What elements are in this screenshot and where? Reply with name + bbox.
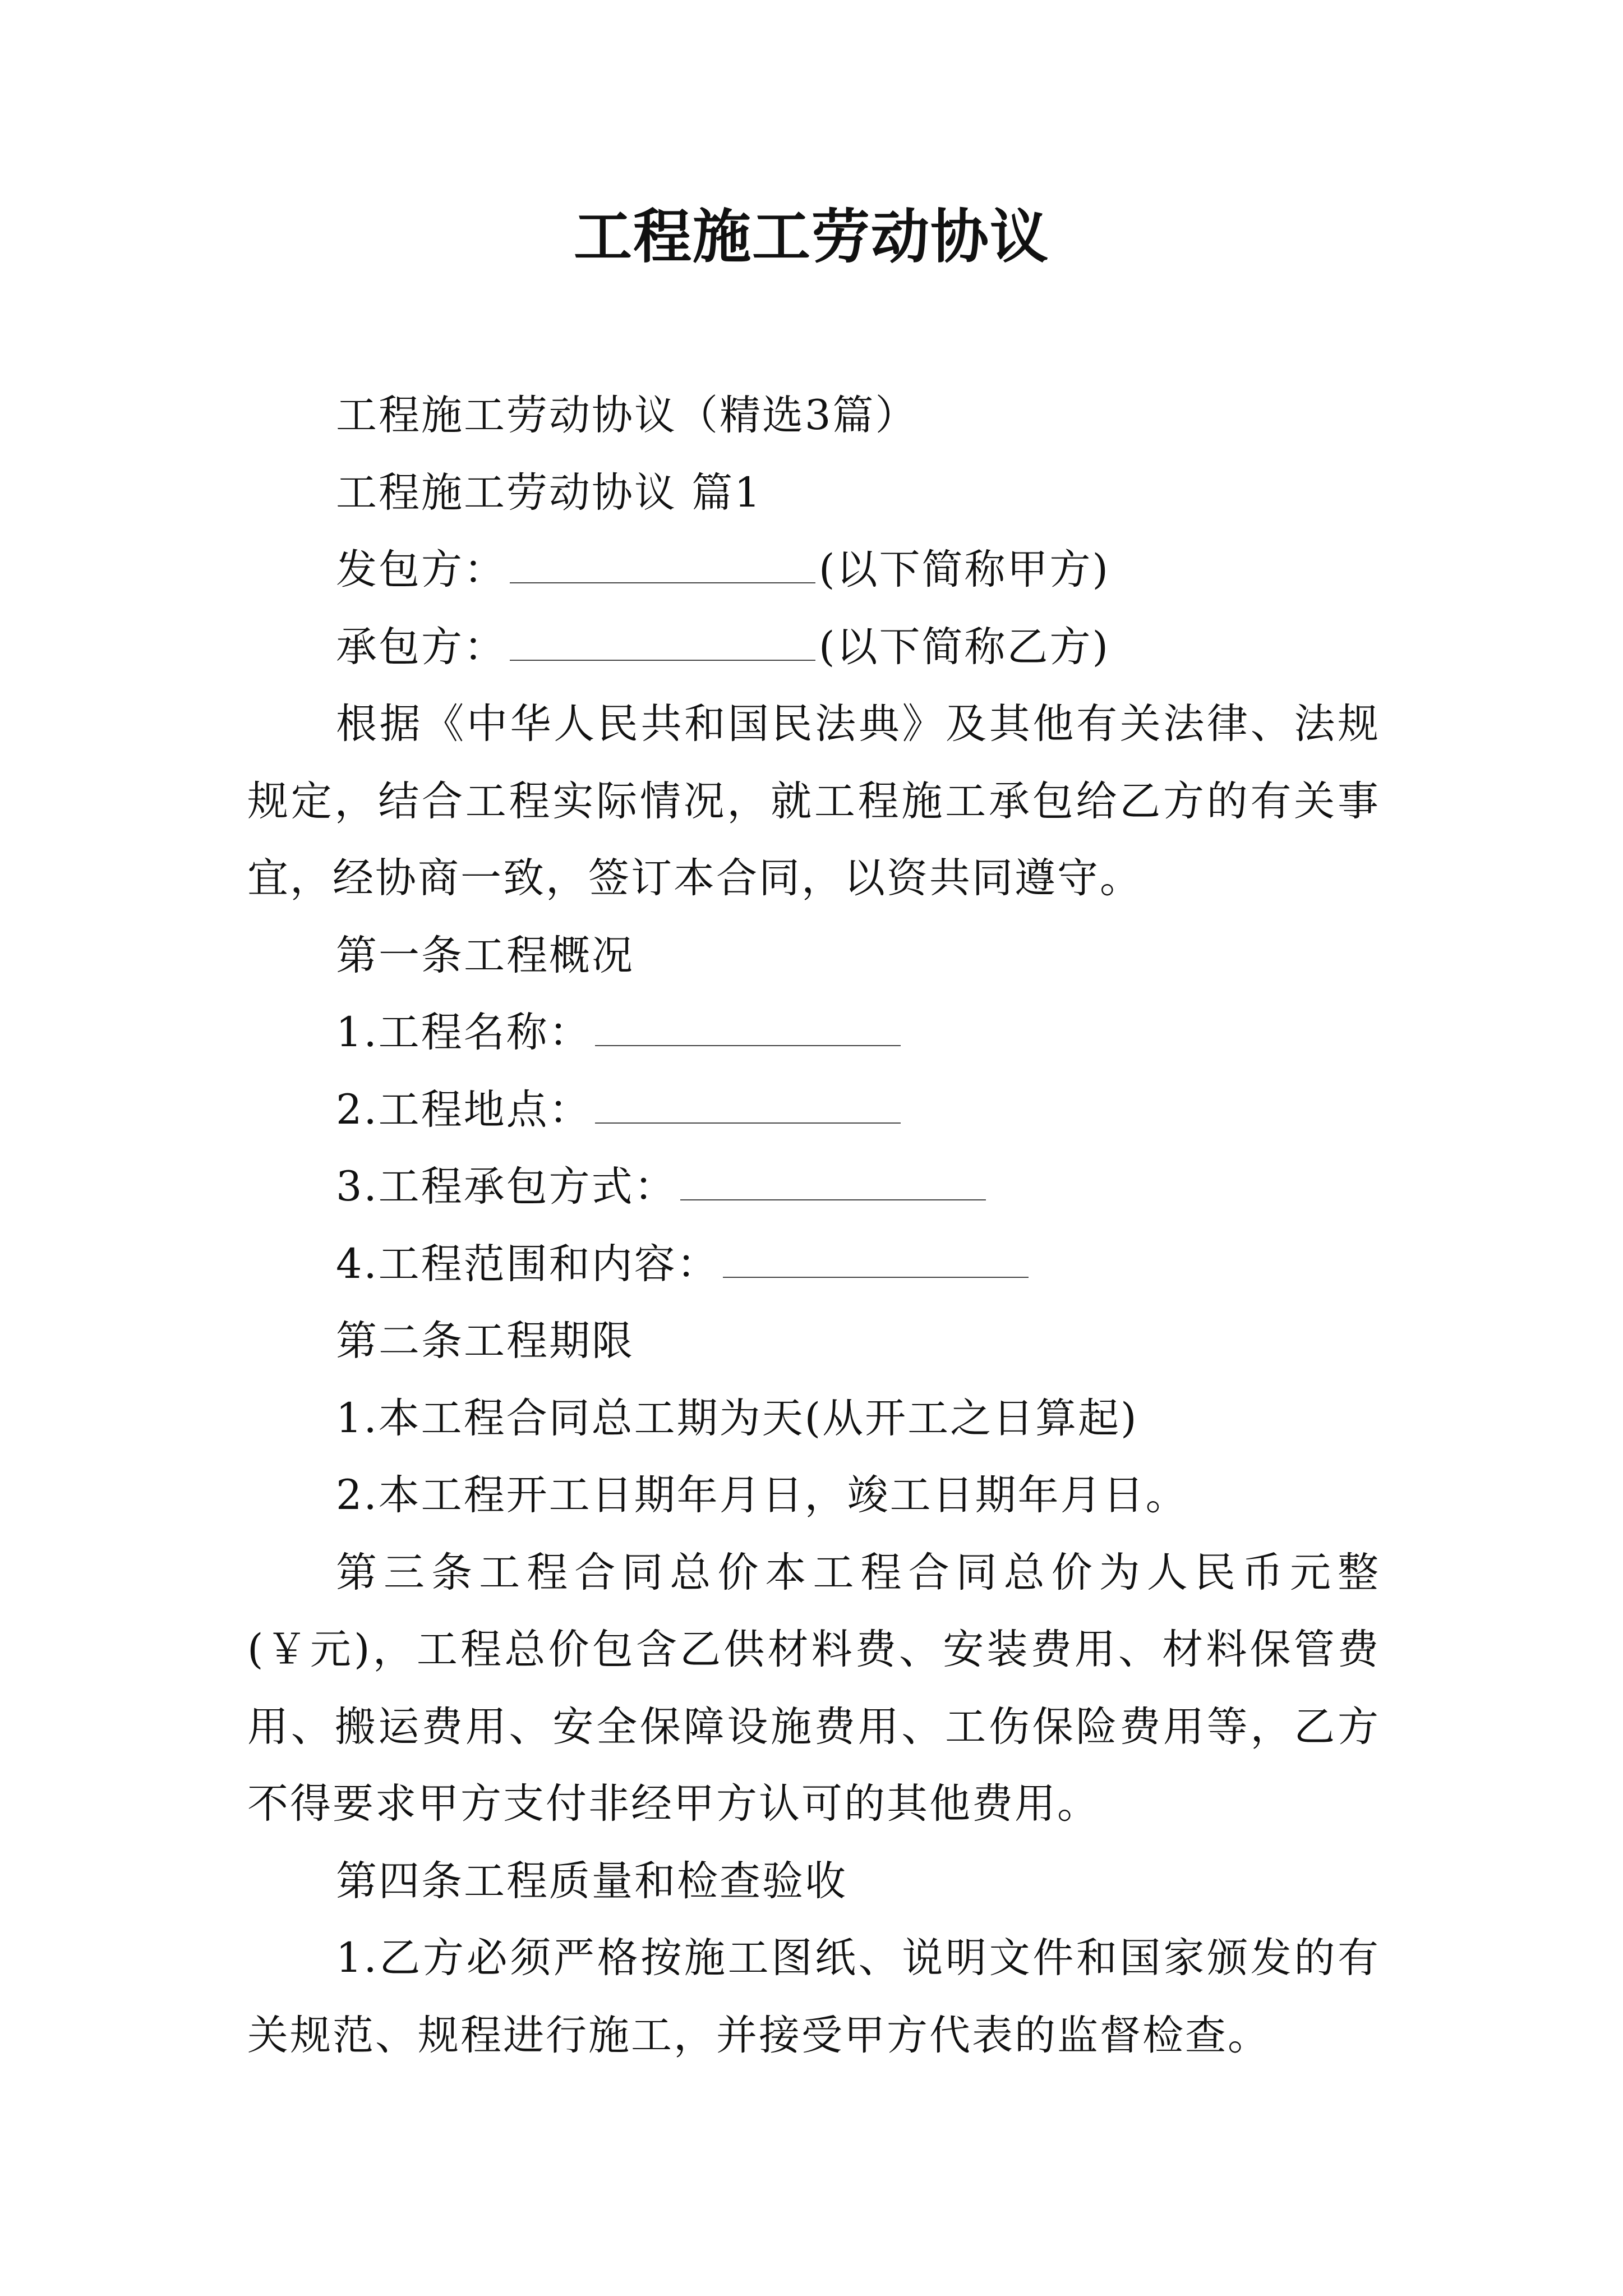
- document-subtitle: 工程施工劳动协议（精选3篇）: [336, 392, 918, 439]
- item-label: 2.工程地点：: [336, 1085, 592, 1134]
- document-body: [247, 377, 1380, 2074]
- fill-in-blank: [723, 1243, 1029, 1278]
- party-b-suffix: (以下简称乙方): [819, 623, 1110, 671]
- article4-heading: 第四条工程质量和检查验收: [336, 1857, 847, 1905]
- article1-item-2: [247, 1071, 1380, 1149]
- party-a-line: [247, 531, 1380, 609]
- article2-item-2: 2.本工程开工日期年月日，竣工日期年月日。: [336, 1471, 1188, 1519]
- article2-heading: 第二条工程期限: [336, 1317, 634, 1365]
- party-b-label: 承包方：: [336, 623, 506, 671]
- fill-in-blank: [680, 1166, 986, 1200]
- fill-in-blank: [595, 1089, 901, 1124]
- intro-paragraph: 根据《中华人民共和国民法典》及其他有关法律、法规规定，结合工程实际情况，就工程施工承包给乙方的有关事宜，经协商一致，签订本合同，以资共同遵守。: [247, 700, 1380, 902]
- item-label: 1.工程名称：: [336, 1009, 592, 1056]
- document-title: 工程施工劳动协议: [573, 202, 1049, 271]
- fill-in-blank: [595, 1011, 901, 1046]
- item-label: 4.工程范围和内容：: [336, 1240, 720, 1288]
- section-heading: 工程施工劳动协议 篇1: [336, 468, 762, 517]
- article2-item-1: 1.本工程合同总工期为天(从开工之日算起): [336, 1394, 1138, 1442]
- article4-item-1: 1.乙方必须严格按施工图纸、说明文件和国家颁发的有关规范、规程进行施工，并接受甲方代表的监督检查。: [247, 1934, 1380, 2059]
- party-a-blank: [510, 549, 815, 583]
- article3-paragraph: 第三条工程合同总价本工程合同总价为人民币元整(￥元)，工程总价包含乙供材料费、安装费用、材料保管费用、搬运费用、安全保障设施费用、工伤保险费用等，乙方不得要求甲方支付非经甲方认可的其他费用。: [247, 1548, 1380, 1828]
- article1-item-1: [247, 994, 1380, 1071]
- article1-item-3: [247, 1148, 1380, 1226]
- party-a-suffix: (以下简称甲方): [819, 546, 1110, 593]
- party-b-blank: [510, 626, 815, 661]
- article1-heading: 第一条工程概况: [336, 931, 634, 979]
- party-b-line: [247, 609, 1380, 686]
- party-a-label: 发包方：: [336, 546, 506, 593]
- article1-item-4: [247, 1226, 1380, 1303]
- item-label: 3.工程承包方式：: [336, 1163, 677, 1211]
